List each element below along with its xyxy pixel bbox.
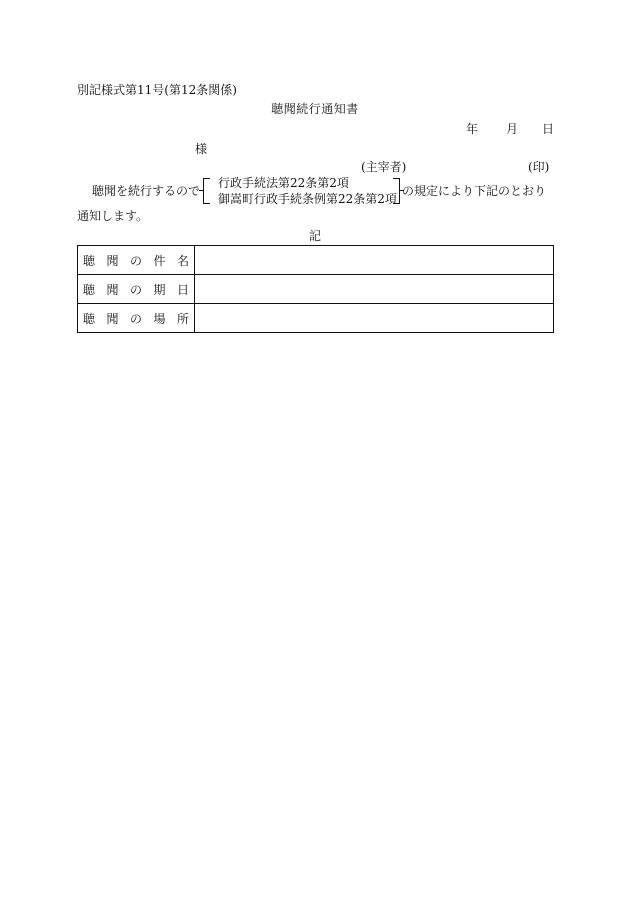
- case-name-field[interactable]: [195, 246, 554, 275]
- table-row: [78, 304, 554, 333]
- body-text-suffix: の規定により下記のとおり: [402, 184, 547, 198]
- ki-heading: 記: [308, 229, 321, 243]
- document-title: 聴聞続行通知書: [271, 102, 359, 116]
- left-bracket: [203, 178, 210, 204]
- form-number: 別記様式第11号(第12条関係): [77, 83, 237, 97]
- law-option-national: 行政手続法第22条第2項: [218, 176, 349, 190]
- table-row: [78, 246, 554, 275]
- row-label-hearing-place: 聴 聞 の 場 所: [78, 304, 195, 333]
- hearing-place-field[interactable]: [195, 304, 554, 333]
- row-label-case-name: 聴 聞 の 件 名: [78, 246, 195, 275]
- right-bracket: [393, 178, 400, 204]
- seal-mark: (印): [528, 160, 550, 174]
- date-year-label: 年: [466, 122, 479, 136]
- body-text-line2: 通知します。: [77, 209, 149, 223]
- date-line: [466, 123, 554, 135]
- table-row: [78, 275, 554, 304]
- addressee-suffix: 様: [195, 142, 208, 156]
- body-text-prefix: 聴聞を続行するので: [92, 184, 201, 198]
- date-month-label: 月: [506, 122, 519, 136]
- organizer-label: (主宰者): [361, 160, 407, 174]
- law-option-town-ordinance: 御嵩町行政手続条例第22条第2項: [218, 192, 397, 206]
- hearing-details-table: [77, 245, 554, 333]
- row-label-hearing-date: 聴 聞 の 期 日: [78, 275, 195, 304]
- date-day-label: 日: [542, 122, 555, 136]
- hearing-date-field[interactable]: [195, 275, 554, 304]
